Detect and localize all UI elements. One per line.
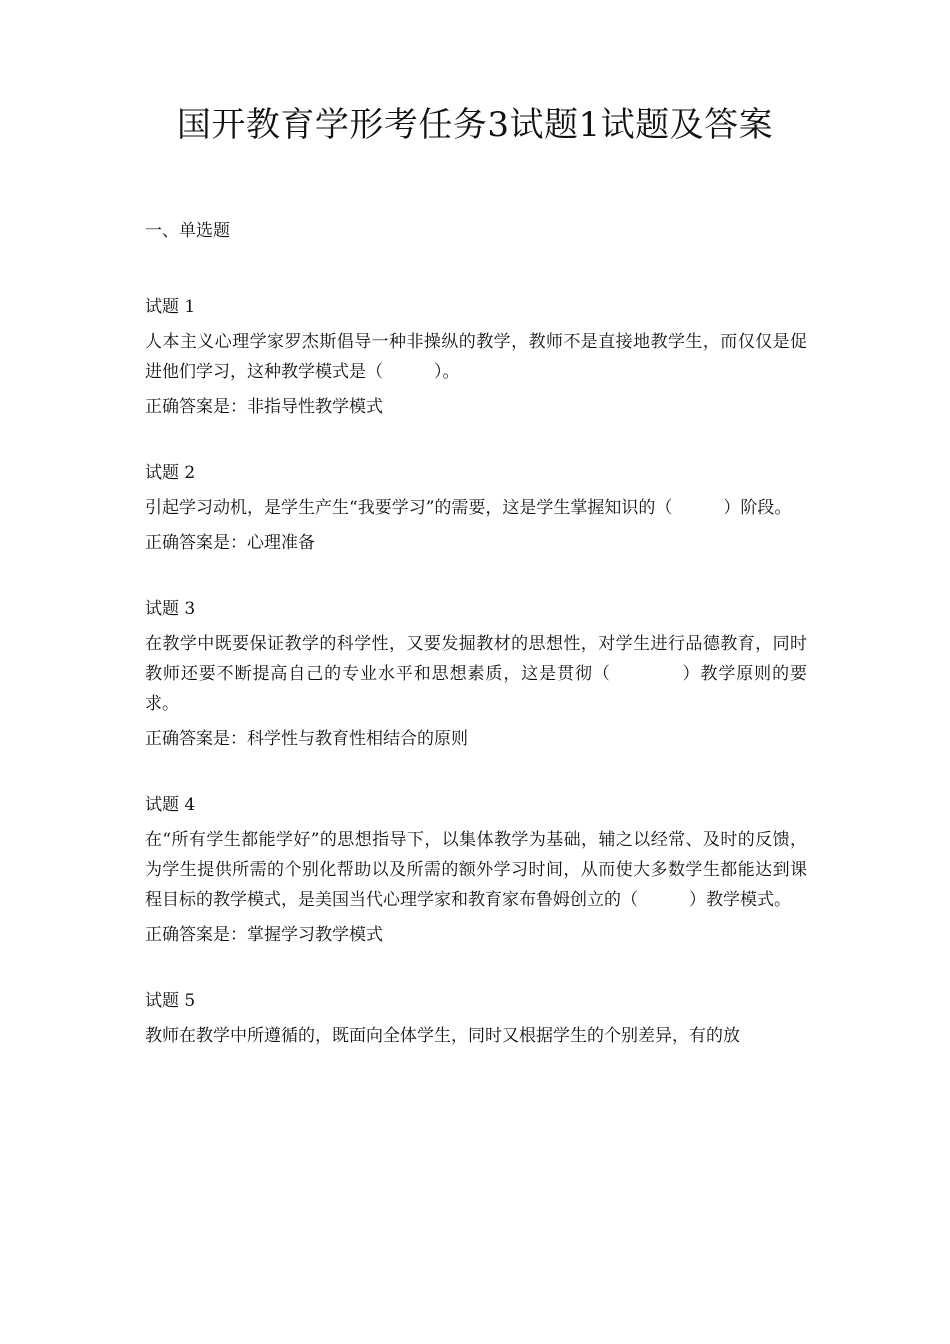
question-label: 试题 1 [145, 297, 196, 317]
answer-text: 非指导性教学模式 [247, 397, 383, 417]
question-2 [145, 458, 807, 558]
answer-text: 心理准备 [247, 533, 315, 553]
question-5 [145, 986, 807, 1051]
document-title: 国开教育学形考任务3试题1试题及答案 [176, 105, 774, 145]
question-stem: 教师在教学中所遵循的，既面向全体学生，同时又根据学生的个别差异，有的放 [145, 1026, 740, 1046]
question-answer [145, 392, 807, 422]
document-content [145, 216, 807, 1087]
question-answer [145, 724, 807, 754]
answer-prefix: 正确答案是： [145, 925, 247, 945]
question-label: 试题 5 [145, 991, 196, 1011]
question-stem: 在教学中既要保证教学的科学性，又要发掘教材的思想性，对学生进行品德教育，同时教师还要不断提高自己的专业水平和思想素质，这是贯彻（ ）教学原则的要求。 [145, 634, 807, 714]
question-answer [145, 920, 807, 950]
answer-prefix: 正确答案是： [145, 397, 247, 417]
question-stem: 人本主义心理学家罗杰斯倡导一种非操纵的教学，教师不是直接地教学生，而仅仅是促进他们学习，这种教学模式是（ ）。 [145, 332, 807, 382]
answer-prefix: 正确答案是： [145, 729, 247, 749]
question-label: 试题 2 [145, 463, 196, 483]
question-4 [145, 790, 807, 950]
question-3 [145, 594, 807, 754]
answer-prefix: 正确答案是： [145, 533, 247, 553]
section-heading: 一、单选题 [145, 221, 230, 241]
question-1 [145, 292, 807, 422]
answer-text: 科学性与教育性相结合的原则 [247, 729, 468, 749]
question-label: 试题 3 [145, 599, 196, 619]
question-stem: 引起学习动机，是学生产生“我要学习”的需要，这是学生掌握知识的（ ）阶段。 [145, 498, 792, 518]
question-answer [145, 528, 807, 558]
question-label: 试题 4 [145, 795, 196, 815]
answer-text: 掌握学习教学模式 [247, 925, 383, 945]
question-stem: 在“所有学生都能学好”的思想指导下，以集体教学为基础，辅之以经常、及时的反馈，为学生提供所需的个别化帮助以及所需的额外学习时间，从而使大多数学生都能达到课程目标的教学模式，是美国当代心理学家和教育家布鲁姆创立的（ ）教学模式。 [145, 830, 807, 910]
